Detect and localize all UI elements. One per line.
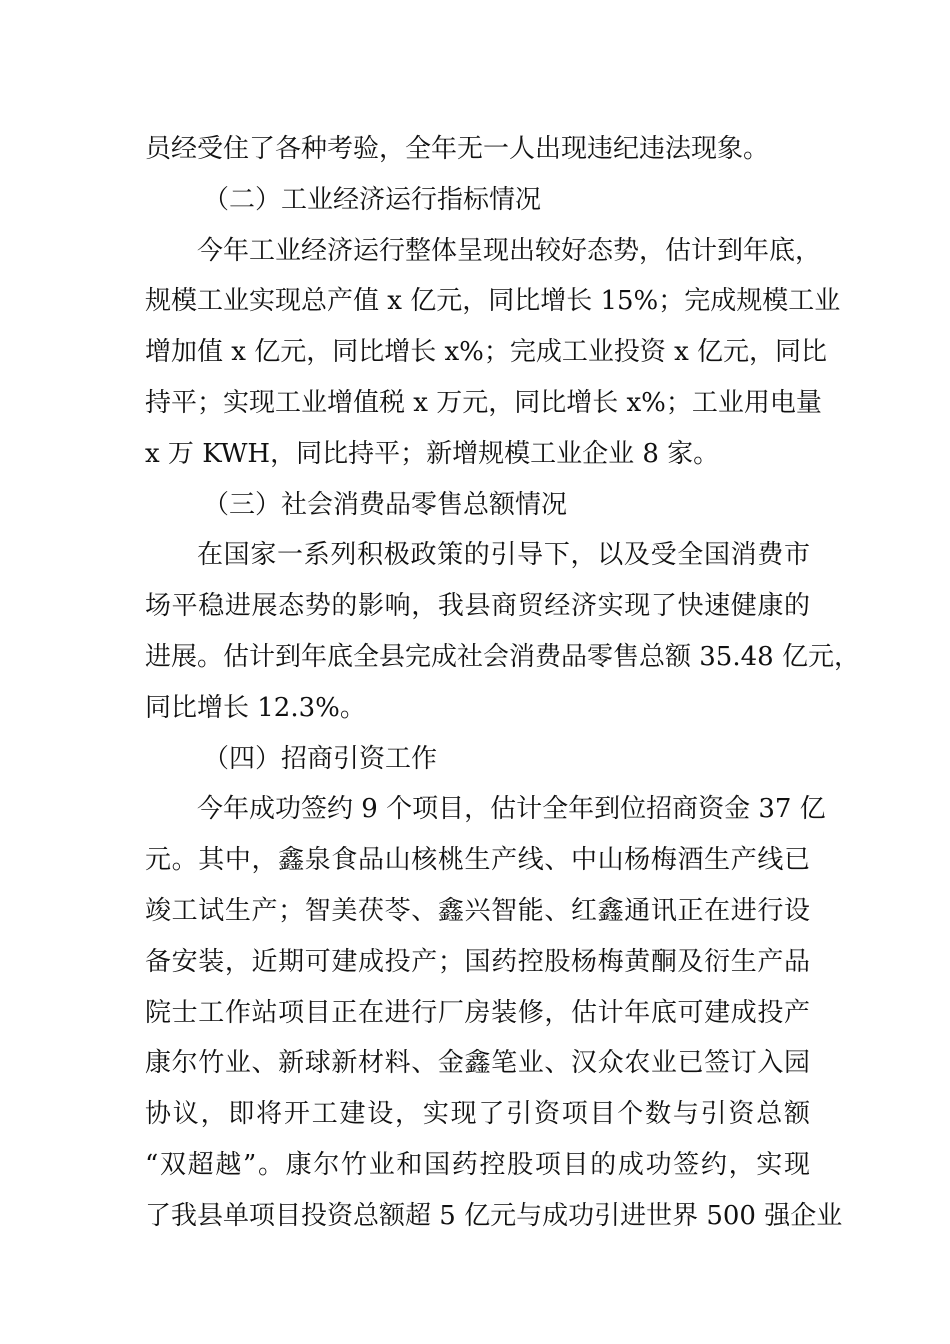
body-line: 员经受住了各种考验，全年无一人出现违纪违法现象。 — [145, 134, 770, 164]
body-line: 协议，即将开工建设，实现了引资项目个数与引资总额 — [145, 1099, 810, 1130]
section-heading-industry: （二）工业经济运行指标情况 — [203, 184, 542, 215]
body-line: 康尔竹业、新球新材料、金鑫笔业、汉众农业已签订入园 — [145, 1048, 810, 1079]
body-line: 持平；实现工业增值税 x 万元，同比增长 x%；工业用电量 — [145, 387, 822, 418]
body-line: 备安装，近期可建成投产；国药控股杨梅黄酮及衍生产品 — [145, 946, 810, 977]
paragraph-first-line: 今年成功签约 9 个项目，估计全年到位招商资金 37 亿 — [197, 794, 826, 825]
section-heading-retail: （三）社会消费品零售总额情况 — [203, 489, 568, 520]
body-line: x 万 KWH，同比持平；新增规模工业企业 8 家。 — [145, 438, 720, 469]
body-line: 进展。估计到年底全县完成社会消费品零售总额 35.48 亿元， — [145, 641, 860, 672]
body-line: 竣工试生产；智美茯苓、鑫兴智能、红鑫通讯正在进行设 — [145, 895, 810, 926]
paragraph-first-line: 今年工业经济运行整体呈现出较好态势，估计到年底， — [197, 235, 822, 266]
body-line: 增加值 x 亿元，同比增长 x%；完成工业投资 x 亿元，同比 — [145, 337, 828, 368]
paragraph-first-line: 在国家一系列积极政策的引导下，以及受全国消费市 — [197, 540, 810, 571]
body-line: 规模工业实现总产值 x 亿元，同比增长 15%；完成规模工业 — [145, 286, 841, 317]
body-line: 场平稳进展态势的影响，我县商贸经济实现了快速健康的 — [145, 591, 810, 622]
body-line: 同比增长 12.3%。 — [145, 692, 366, 723]
body-line: 元。其中，鑫泉食品山核桃生产线、中山杨梅酒生产线已 — [145, 845, 810, 876]
body-line: “双超越”。康尔竹业和国药控股项目的成功签约，实现 — [145, 1149, 810, 1180]
document-body — [145, 124, 860, 1242]
body-line: 了我县单项目投资总额超 5 亿元与成功引进世界 500 强企业 — [145, 1200, 843, 1231]
section-heading-investment: （四）招商引资工作 — [203, 743, 438, 774]
body-line: 院士工作站项目正在进行厂房装修，估计年底可建成投产 — [145, 997, 810, 1028]
